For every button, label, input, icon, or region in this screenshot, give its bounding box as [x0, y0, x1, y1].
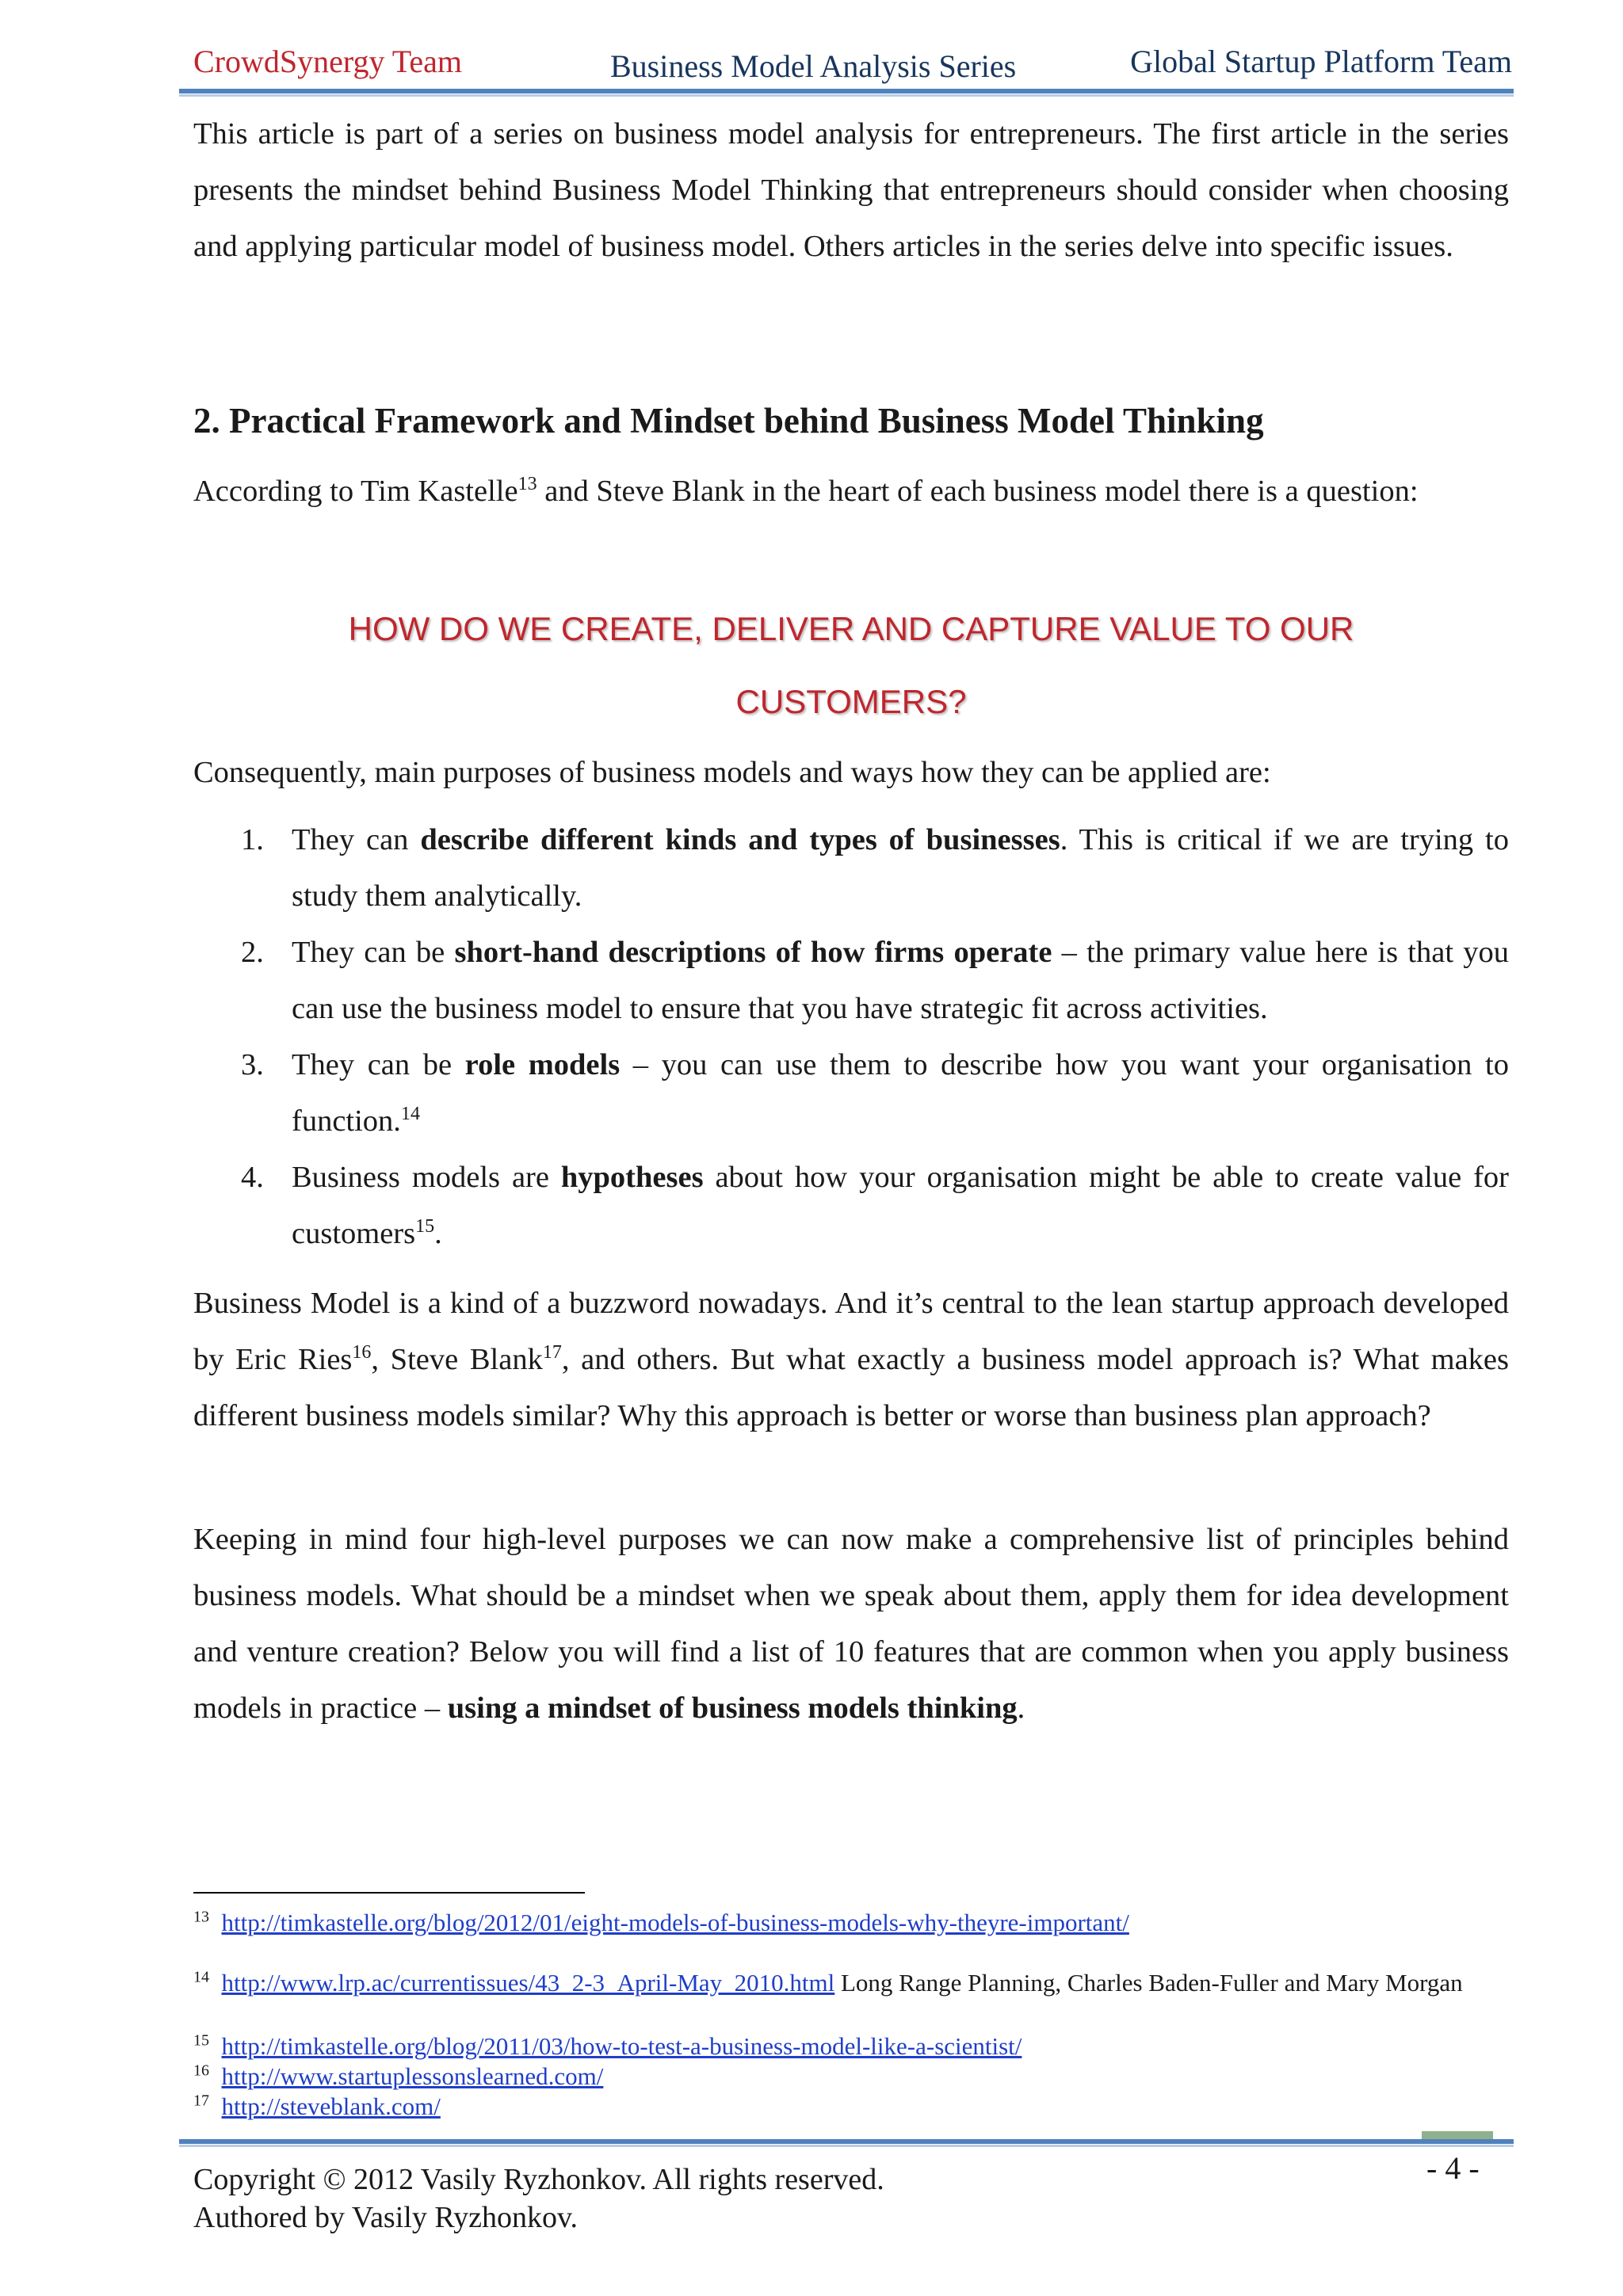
header-rule [179, 89, 1514, 93]
footer-rule [179, 2139, 1514, 2144]
footnote-link[interactable]: http://www.lrp.ac/currentissues/43_2-3_April-May_2010.html [221, 1969, 835, 1997]
footnote-16: $^{16}$ http://www.startuplessonslearned.com/ [193, 2061, 604, 2090]
footnote-link[interactable]: http://timkastelle.org/blog/2012/01/eight-models-of-business-models-why-theyre-important/ [221, 1909, 1129, 1936]
footnote-ref-15[interactable]: 15 [415, 1216, 435, 1238]
purposes-list [193, 812, 1509, 1262]
header-center-title: Business Model Analysis Series [610, 48, 1017, 84]
paragraph-text: and Steve Blank in the heart of each business model there is a question: [537, 475, 1419, 508]
list-item: 1. They can describe different kinds and types of businesses. This is critical if we are trying to study them analytically. [241, 823, 1510, 913]
footnote-link[interactable]: http://timkastelle.org/blog/2011/03/how-to-test-a-business-model-like-a-scientist/ [221, 2032, 1022, 2060]
callout-line-2: CUSTOMERS? [735, 683, 967, 720]
header-rule-shadow [179, 94, 1514, 97]
footnote-link[interactable]: http://steveblank.com/ [221, 2092, 441, 2120]
footer-rule-shadow [179, 2145, 1514, 2147]
paragraph-purposes-intro: Consequently, main purposes of business models and ways how they can be applied are: [193, 756, 1271, 789]
footnote-ref-17[interactable]: 17 [542, 1342, 562, 1363]
footnote-15: $^{15}$ http://timkastelle.org/blog/2011/03/how-to-test-a-business-model-like-a-scientist/ [193, 2031, 1022, 2060]
header-left-title: CrowdSynergy Team [193, 44, 463, 79]
list-item: 4. Business models are hypotheses about how your organisation might be able to create value for customers$^{15}$. [241, 1161, 1509, 1250]
copyright-line: Copyright © 2012 Vasily Ryzhonkov. All rights reserved. [193, 2163, 884, 2196]
paragraph-question-intro [193, 463, 1509, 520]
paragraph-text: According to Tim Kastelle [193, 475, 518, 508]
footnote-link[interactable]: http://www.startuplessonslearned.com/ [221, 2062, 604, 2090]
page-number: - 4 - [1426, 2150, 1480, 2186]
paragraph-principles: Keeping in mind four high-level purposes we can now make a comprehensive list of principles behind business models. What should be a mindset when we speak about them, apply them for idea development and venture creation? Below you will find a list of 10 features that are common when you apply business models in practice – using a mindset of business models thinking. [193, 1523, 1509, 1725]
header-right-title: Global Startup Platform Team [1130, 44, 1512, 79]
author-line: Authored by Vasily Ryzhonkov. [193, 2201, 579, 2234]
footnote-ref-13[interactable]: 13 [517, 474, 537, 495]
list-item: 3. They can be role models – you can use them to describe how you want your organisation to function.$^{14}$ [241, 1048, 1509, 1138]
footnote-separator [193, 1892, 585, 1894]
intro-paragraph: This article is part of a series on business model analysis for entrepreneurs. The first article in the series presents the mindset behind Business Model Thinking that entrepreneurs should consider when choosing and applying particular model of business model. Others articles in the series delve into specific issues. [193, 117, 1509, 263]
footnote-14: $^{14}$ http://www.lrp.ac/currentissues/43_2-3_April-May_2010.html Long Range Planning, Charles Baden-Fuller and Mary Morgan [193, 1968, 1463, 1997]
footer-page-tab [1422, 2131, 1493, 2139]
section-heading: 2. Practical Framework and Mindset behind Business Model Thinking [193, 401, 1264, 441]
footnote-ref-16[interactable]: 16 [352, 1342, 372, 1363]
callout-line-1: HOW DO WE CREATE, DELIVER AND CAPTURE VALUE TO OUR [348, 610, 1354, 647]
value-question-callout [193, 593, 1509, 738]
footnote-ref-14[interactable]: 14 [400, 1104, 420, 1125]
footer-copyright [193, 2161, 884, 2237]
paragraph-buzzword: Business Model is a kind of a buzzword nowadays. And it’s central to the lean startup approach developed by Eric Ries$^{16}$, Steve Blank$^{17}$, and others. But what exactly a business model approach is? What makes different business models similar? Why this approach is better or worse than business plan approach? [193, 1287, 1509, 1432]
list-item: 2. They can be short-hand descriptions of how firms operate – the primary value here is that you can use the business model to ensure that you have strategic fit across activities. [241, 936, 1509, 1025]
footnote-17: $^{17}$ http://steveblank.com/ [193, 2092, 441, 2120]
footnote-13: $^{13}$ http://timkastelle.org/blog/2012/01/eight-models-of-business-models-why-theyre-important/ [193, 1908, 1129, 1936]
